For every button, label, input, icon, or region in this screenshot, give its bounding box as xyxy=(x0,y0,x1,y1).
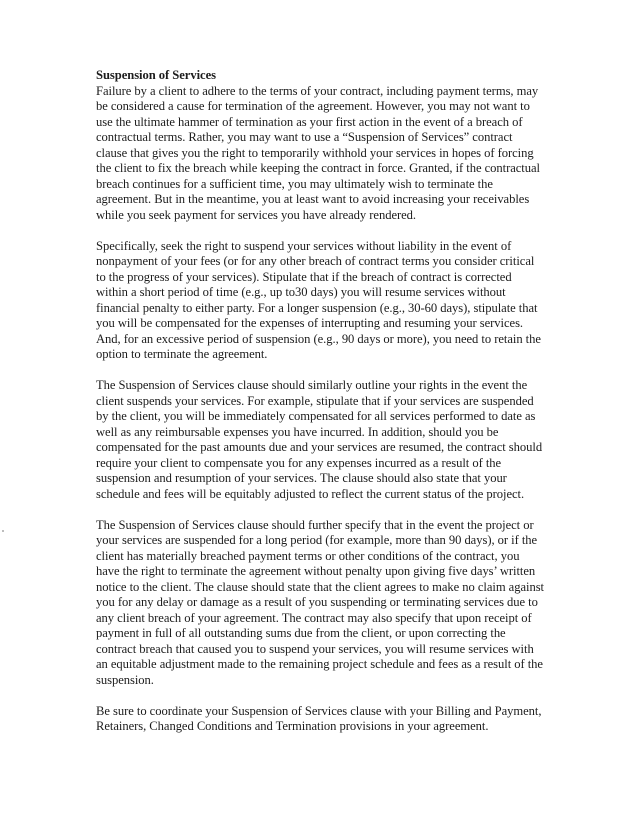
paragraph-line: use the ultimate hammer of termination as your first action in the event of a breach of xyxy=(96,114,523,129)
paragraph-line: you for any delay or damage as a result of you suspending or terminating services due to xyxy=(96,595,538,609)
scan-speck xyxy=(2,530,4,532)
paragraph-line: The Suspension of Services clause should similarly outline your rights in the event the xyxy=(96,378,528,392)
paragraph-line: option to terminate the agreement. xyxy=(96,347,268,361)
paragraph-line: have the right to terminate the agreement without penalty upon giving five days’ written xyxy=(96,564,536,578)
paragraph-line: require your client to compensate you for any expenses incurred as a result of the xyxy=(96,455,502,470)
paragraph-line: an equitable adjustment made to the remaining project schedule and fees as a result of the xyxy=(96,657,543,671)
paragraph-line: contract breach that caused you to suspend your services, you will resume services with xyxy=(96,641,534,656)
paragraph xyxy=(96,704,546,735)
paragraph-line: schedule and fees will be equitably adjusted to reflect the current status of the project. xyxy=(96,486,525,501)
paragraph-line: be considered a cause for termination of the agreement. However, you may not want to xyxy=(96,99,530,113)
paragraph-line: payment in full of all outstanding sums due from the client, or upon correcting the xyxy=(96,626,506,640)
paragraph-line: Specifically, seek the right to suspend your services without liability in the event of xyxy=(96,238,512,253)
paragraph-line: notice to the client. The clause should state that the client agrees to make no claim against xyxy=(96,579,544,594)
paragraph-line: Be sure to coordinate your Suspension of Services clause with your Billing and Payment, xyxy=(96,703,542,718)
paragraph-line: any client breach of your agreement. The contract may also specify that upon receipt of xyxy=(96,610,532,625)
paragraph-line: contractual terms. Rather, you may want to use a “Suspension of Services” contract xyxy=(96,130,513,144)
paragraph-line: The Suspension of Services clause should further specify that in the event the project or xyxy=(96,517,534,532)
paragraphs-container xyxy=(96,84,546,735)
paragraph-line: Retainers, Changed Conditions and Termination provisions in your agreement. xyxy=(96,719,489,733)
paragraph xyxy=(96,518,546,689)
paragraph-line: client suspends your services. For example, stipulate that if your services are suspended xyxy=(96,393,534,408)
paragraph-line: your services are suspended for a long period (for example, more than 90 days), or if the xyxy=(96,533,538,547)
paragraph-line: And, for an excessive period of suspension (e.g., 90 days or more), you need to retain the xyxy=(96,331,541,346)
paragraph-line: to the progress of your services). Stipulate that if the breach of contract is corrected xyxy=(96,269,512,284)
paragraph-line: within a short period of time (e.g., up to30 days) you will resume services without xyxy=(96,285,506,299)
paragraph-line: financial penalty to either party. For a longer suspension (e.g., 30-60 days), stipulate that xyxy=(96,300,538,315)
paragraph-line: Failure by a client to adhere to the terms of your contract, including payment terms, may xyxy=(96,83,539,98)
paragraph-line: the client to fix the breach while keeping the contract in force. Granted, if the contractual xyxy=(96,161,540,175)
paragraph-line: suspension and resumption of your services. The clause should also state that your xyxy=(96,471,507,485)
paragraph-line: while you seek payment for services you have already rendered. xyxy=(96,207,417,222)
paragraph-line: suspension. xyxy=(96,672,154,687)
document-body xyxy=(96,68,546,750)
paragraph-line: you will be compensated for the expenses of interrupting and resuming your services. xyxy=(96,316,524,330)
section-title: Suspension of Services xyxy=(96,68,216,82)
paragraph-line: by the client, you will be immediately compensated for all services performed to date as xyxy=(96,409,536,423)
paragraph-line: compensated for the past amounts due and your services are resumed, the contract should xyxy=(96,440,543,454)
paragraph xyxy=(96,84,546,224)
paragraph xyxy=(96,378,546,502)
paragraph xyxy=(96,239,546,363)
paragraph-line: clause that gives you the right to temporarily withhold your services in hopes of forcing xyxy=(96,145,534,160)
paragraph-line: breach continues for a sufficient time, you may ultimately wish to terminate the xyxy=(96,176,493,191)
paragraph-line: client has materially breached payment terms or other conditions of the contract, you xyxy=(96,548,520,563)
paragraph-line: well as any reimbursable expenses you have incurred. In addition, should you be xyxy=(96,424,499,439)
paragraph-line: agreement. But in the meantime, you at least want to avoid increasing your receivables xyxy=(96,192,530,206)
paragraph-line: nonpayment of your fees (or for any other breach of contract terms you consider critical xyxy=(96,254,535,268)
